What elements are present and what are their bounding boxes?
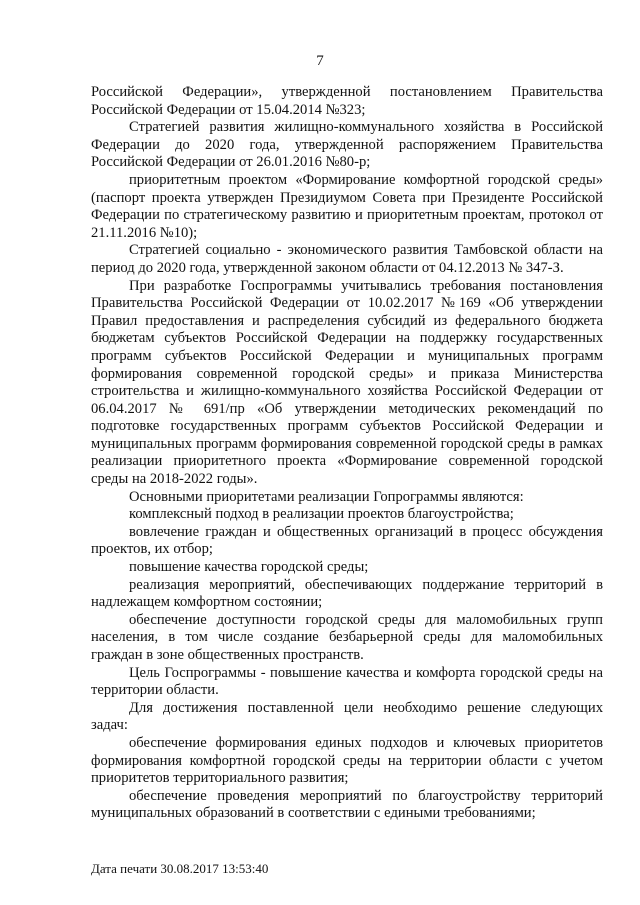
paragraph: При разработке Госпрограммы учитывались требования постановления Правительства Российской Федерации от 10.02.2017 №169 «Об утверждении Правил предоставления и распределения субсидий из федерального бюджета бюджетам субъектов Российской Федерации на поддержку государственных программ субъектов Российской Федерации и муниципальных программ формирования современной городской среды» и приказа Министерства строительства и жилищно-коммунального хозяйства Российской Федерации от 06.04.2017 № 691/пр «Об утверждении методических рекомендаций по подготовке государственных программ субъектов Российской Федерации и муниципальных программ формирования современной городской среды в рамках реализации приоритетного проекта «Формирование современной городской среды на 2018-2022 годы».: [91, 277, 603, 488]
paragraph: Стратегией социально - экономического развития Тамбовской области на период до 2020 года, утвержденной законом области от 04.12.2013 № 347-З.: [91, 242, 603, 276]
paragraph: комплексный подход в реализации проектов благоустройства;: [129, 506, 514, 523]
paragraph: Основными приоритетами реализации Гопрограммы являются:: [129, 488, 524, 505]
print-date: Дата печати 30.08.2017 13:53:40: [91, 861, 269, 876]
paragraph: обеспечение проведения мероприятий по благоустройству территорий муниципальных образований в соответствии с едиными требованиями;: [91, 787, 603, 822]
paragraph: Российской Федерации», утвержденной постановлением Правительства Российской Федерации от 15.04.2014 №323;: [91, 84, 603, 118]
paragraph: Стратегией развития жилищно-коммунального хозяйства в Российской Федерации до 2020 года, утвержденной распоряжением Правительства Российской Федерации от 26.01.2016 №80-р;: [91, 119, 603, 171]
page-number: 7: [316, 53, 324, 69]
paragraph: реализация мероприятий, обеспечивающих поддержание территорий в надлежащем комфортном состоянии;: [91, 576, 603, 611]
paragraph: Цель Госпрограммы - повышение качества и комфорта городской среды на территории области.: [91, 664, 603, 699]
paragraph: повышение качества городской среды;: [129, 559, 369, 576]
paragraph: Для достижения поставленной цели необходимо решение следующих задач:: [91, 699, 603, 734]
paragraph: обеспечение формирования единых подходов и ключевых приоритетов формирования комфортной городской среды на территории области с учетом приоритетов территориального развития;: [91, 734, 603, 787]
paragraph: обеспечение доступности городской среды для маломобильных групп населения, в том числе создание безбарьерной среды для маломобильных граждан в зоне общественных пространств.: [91, 611, 603, 663]
paragraph: приоритетным проектом «Формирование комфортной городской среды» (паспорт проекта утвержден Президиумом Совета при Президенте Российской Федерации по стратегическому развитию и приоритетным проектам, протокол от 21.11.2016 №10);: [91, 171, 603, 241]
paragraph: вовлечение граждан и общественных организаций в процесс обсуждения проектов, их отбор;: [91, 523, 603, 558]
document-body: [91, 84, 603, 823]
